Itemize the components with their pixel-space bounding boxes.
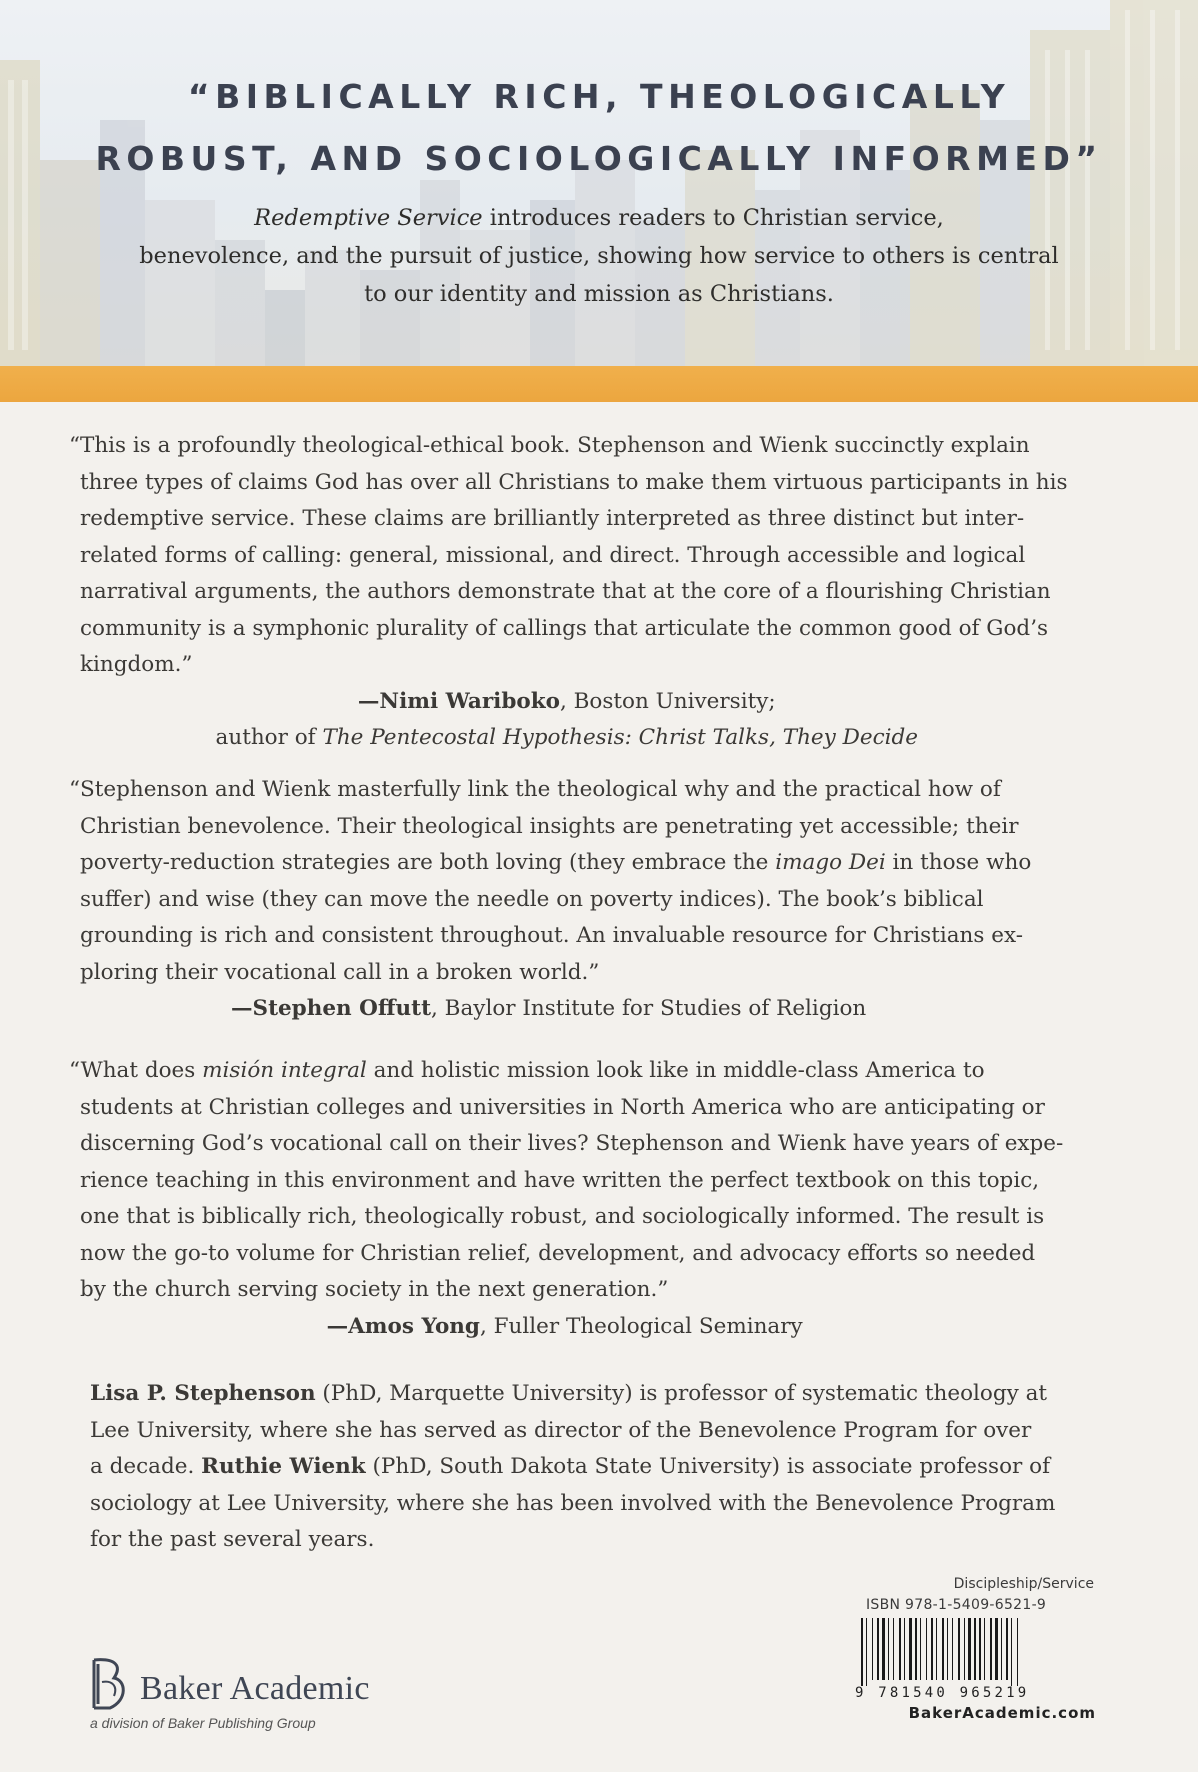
barcode-bar	[964, 1618, 965, 1680]
endorser-name: —Nimi Wariboko	[357, 688, 560, 714]
barcode-bar	[936, 1618, 937, 1680]
endorsement-line: narratival arguments, the authors demonstrate that at the core of a flourishing Christian	[80, 579, 1051, 604]
barcode-digits: 9 781540 965219	[855, 1685, 1030, 1701]
endorser-note: author of	[215, 725, 323, 750]
endorsement-line: “What does	[69, 1058, 203, 1083]
cover-headline	[40, 66, 1158, 190]
endorser-name: —Stephen Offutt	[231, 996, 432, 1021]
endorser-affiliation: , Baylor Institute for Studies of Religion	[431, 996, 867, 1021]
barcode-bar	[1006, 1618, 1008, 1680]
bio-text: a decade.	[90, 1454, 202, 1479]
endorsement-line: kingdom.”	[80, 652, 193, 677]
barcode-bar	[866, 1618, 867, 1686]
endorsement-1	[66, 428, 1068, 757]
barcode-bar	[1001, 1618, 1002, 1680]
endorsement-line: “Stephenson and Wienk masterfully link the theological why and the practical how of	[69, 777, 1001, 802]
baker-b-logo-icon	[88, 1656, 134, 1712]
endorsement-2	[66, 772, 1031, 1028]
barcode-bar	[952, 1618, 953, 1680]
bio-text: (PhD, South Dakota State University) is associate professor of	[365, 1454, 1051, 1479]
barcode-bar	[942, 1618, 944, 1680]
endorsement-line: Christian benevolence. Their theological insights are penetrating yet accessible; their	[80, 813, 1019, 839]
endorsement-line: three types of claims God has over all Christians to make them virtuous participants in his	[80, 469, 1068, 495]
italic-phrase: imago Dei	[775, 850, 886, 875]
endorsement-1-attribution	[66, 684, 1068, 757]
endorsement-line: in those who	[885, 850, 1032, 875]
endorser-name: —Amos Yong	[326, 1313, 480, 1339]
endorser-affiliation: , Fuller Theological Seminary	[479, 1313, 803, 1339]
barcode-bar	[958, 1618, 960, 1680]
barcode-bar	[984, 1618, 985, 1680]
endorsement-line: now the go-to volume for Christian relief, development, and advocacy efforts so needed	[80, 1240, 1036, 1266]
top-banner	[0, 0, 1198, 368]
endorsement-line: students at Christian colleges and universities in North America who are anticipating or	[80, 1094, 1045, 1120]
italic-phrase: misión integral	[202, 1058, 367, 1083]
author-bio	[90, 1376, 1100, 1559]
barcode-bar	[877, 1618, 879, 1680]
barcode-bar	[920, 1618, 921, 1680]
barcode-bar	[990, 1618, 992, 1680]
barcode-bar	[968, 1618, 971, 1680]
barcode-bar	[1017, 1618, 1018, 1686]
author-2-name: Ruthie Wienk	[201, 1454, 366, 1479]
description-line-3: to our identity and mission as Christians.	[364, 281, 834, 307]
bio-text: for the past several years.	[90, 1527, 375, 1552]
barcode-bar	[872, 1618, 873, 1680]
endorsement-line: suffer) and wise (they can move the needle on poverty indices). The book’s biblical	[80, 886, 984, 912]
barcode-bar	[904, 1618, 905, 1680]
isbn-label: ISBN 978-1-5409-6521-9	[866, 1597, 1047, 1613]
description-text-1: introduces readers to Christian service,	[482, 205, 944, 231]
headline-line-2: ROBUST, AND SOCIOLOGICALLY INFORMED”	[95, 139, 1103, 178]
barcode-bar	[915, 1618, 917, 1680]
author-1-name: Lisa P. Stephenson	[90, 1381, 316, 1406]
subject-category: Discipleship/Service	[953, 1576, 1094, 1592]
endorsement-1-text	[66, 428, 1068, 684]
endorsement-line: community is a symphonic plurality of callings that articulate the common good of God’s	[80, 615, 1049, 641]
barcode-bar	[926, 1618, 927, 1680]
endorsement-line: poverty-reduction strategies are both loving (they embrace the	[80, 850, 776, 875]
endorsement-line: one that is biblically rich, theologically robust, and sociologically informed. The result is	[80, 1204, 1045, 1229]
endorser-book-title: The Pentecostal Hypothesis: Christ Talks, They Decide	[322, 725, 918, 750]
barcode-bar	[882, 1618, 885, 1680]
barcode-bar	[893, 1618, 894, 1680]
endorsement-line: discerning God’s vocational call on their lives? Stephenson and Wienk have years of expe-	[80, 1131, 1064, 1156]
barcode-bar	[888, 1618, 889, 1680]
book-description	[60, 199, 1138, 313]
endorsement-line: rience teaching in this environment and have written the perfect textbook on this topic,	[80, 1167, 1040, 1193]
orange-accent-band	[0, 366, 1198, 402]
endorsement-line: related forms of calling: general, missional, and direct. Through accessible and logical	[80, 542, 1026, 568]
publisher-website: BakerAcademic.com	[908, 1704, 1096, 1722]
endorsement-line: by the church serving society in the next generation.”	[80, 1277, 669, 1302]
description-line-2: benevolence, and the pursuit of justice, showing how service to others is central	[139, 243, 1059, 269]
barcode-bar	[899, 1618, 901, 1680]
barcode-bar	[931, 1618, 933, 1680]
endorsement-3-text	[66, 1053, 1063, 1309]
endorsement-line: and holistic mission look like in middle-class America to	[366, 1058, 985, 1083]
publisher-name: Baker Academic	[140, 1670, 370, 1707]
endorsement-line: ploring their vocational call in a broken world.”	[80, 959, 600, 985]
barcode-bar	[974, 1618, 976, 1680]
endorser-affiliation: , Boston University;	[559, 688, 776, 714]
endorsement-line: redemptive service. These claims are brilliantly interpreted as three distinct but inter-	[80, 506, 1025, 531]
barcode-icon	[855, 1618, 1095, 1688]
book-title: Redemptive Service	[254, 205, 483, 231]
barcode-bar	[995, 1618, 998, 1680]
endorsement-3	[66, 1053, 1063, 1345]
barcode-bar	[909, 1618, 912, 1680]
endorsement-line: grounding is rich and consistent throughout. An invaluable resource for Christians ex-	[80, 923, 1023, 948]
bio-text: sociology at Lee University, where she has been involved with the Benevolence Program	[90, 1490, 1056, 1516]
headline-line-1: “BIBLICALLY RICH, THEOLOGICALLY	[187, 77, 1011, 116]
description-line-1	[60, 199, 1138, 237]
bio-text: (PhD, Marquette University) is professor of systematic theology at	[315, 1381, 1048, 1406]
endorsement-line: “This is a profoundly theological-ethical book. Stephenson and Wienk succinctly explain	[69, 433, 1030, 458]
barcode-bar	[947, 1618, 948, 1680]
endorsement-2-attribution	[66, 991, 1031, 1028]
endorsement-2-text	[66, 772, 1031, 991]
endorsement-3-attribution	[66, 1309, 1063, 1346]
barcode-bar	[861, 1618, 863, 1686]
bio-text: Lee University, where she has served as director of the Benevolence Program for over	[90, 1417, 1032, 1443]
barcode-bar	[1011, 1618, 1012, 1686]
barcode-bar	[979, 1618, 981, 1680]
publisher-division: a division of Baker Publishing Group	[90, 1715, 316, 1731]
